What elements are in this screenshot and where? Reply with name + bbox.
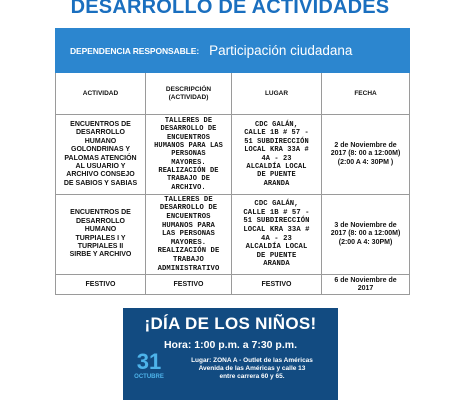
col-header-descripcion — [146, 73, 232, 115]
text-line: DE PUENTE — [257, 171, 296, 180]
banner-title: ¡DÍA DE LOS NIÑOS! — [144, 314, 317, 333]
text-line: CDC GALÁN, — [254, 120, 298, 129]
text-line: HUMANO — [84, 226, 117, 234]
cell-actividad — [56, 115, 146, 195]
responsible-department-row — [56, 29, 410, 73]
text-line: CDC GALÁN, — [254, 199, 299, 208]
cell-festivo-descripcion: FESTIVO — [146, 275, 232, 295]
text-line: HUMANOS PARA LAS — [154, 141, 223, 150]
text-line: AL USUARIO Y — [75, 162, 126, 170]
text-line: DESARROLLO DE — [160, 125, 217, 134]
text-line: TALLERES DE — [164, 195, 213, 204]
table-header-row — [56, 73, 410, 115]
banner-hours: Hora: 1:00 p.m. a 7:30 p.m. — [163, 339, 298, 351]
text-line: PERSONAS — [171, 150, 206, 159]
text-line: TURPIALES II — [77, 242, 124, 250]
col-header-descripcion-line1: DESCRIPCIÓN — [165, 86, 212, 94]
table-row — [56, 195, 410, 275]
cell-festivo-actividad: FESTIVO — [56, 275, 146, 295]
table-row-festivo — [56, 275, 410, 295]
text-line: 4A - 23 — [261, 234, 292, 243]
text-line: 4A - 23 — [261, 154, 292, 163]
text-line: ALCALDÍA LOCAL — [245, 243, 308, 252]
text-line: ENCUENTROS — [166, 212, 211, 221]
activities-table — [55, 28, 410, 295]
text-line: TALLERES DE — [164, 116, 213, 125]
text-line: GOLONDRINAS Y — [71, 146, 130, 154]
text-line: 51 SUBDIRECCIÓN — [244, 137, 309, 146]
text-line: LOCAL KRA 33A # — [244, 146, 309, 155]
col-header-lugar: LUGAR — [232, 73, 322, 115]
text-line: ENCUENTROS — [166, 133, 210, 142]
text-line: REALIZACIÓN DE — [158, 167, 219, 176]
text-line: DE PUENTE — [256, 251, 297, 260]
text-line: ARANDA — [263, 260, 290, 269]
text-line: entre carrera 60 y 65. — [219, 373, 285, 381]
cell-fecha — [322, 115, 410, 195]
cell-festivo-fecha — [322, 275, 410, 295]
text-line: SIRBE Y ARCHIVO — [69, 251, 132, 259]
text-line: 2017 (8: 00 a 12:00M) — [330, 230, 401, 238]
text-line: ARCHIVO. — [171, 183, 206, 192]
text-line: ARCHIVO CONSEJO — [66, 171, 135, 179]
cell-fecha — [322, 195, 410, 275]
banner-month: OCTUBRE — [134, 374, 164, 380]
text-line: DESARROLLO — [76, 217, 125, 225]
banner-place — [169, 357, 335, 381]
table-row — [56, 115, 410, 195]
text-line: 6 de Noviembre de — [334, 276, 397, 284]
cell-descripcion — [146, 195, 232, 275]
text-line: Lugar: ZONA A - Outlet de las Américas — [191, 357, 313, 364]
text-line: LOCAL KRA 33A # — [243, 225, 310, 234]
col-header-actividad: ACTIVIDAD — [56, 73, 146, 115]
banner-day: 31 — [136, 349, 162, 374]
text-line: ENCUENTROS DE — [70, 120, 131, 128]
text-line: 2017 — [357, 284, 374, 292]
text-line: MAYORES. — [171, 158, 206, 167]
text-line: HUMANOS PARA — [162, 221, 215, 230]
text-line: HUMANO — [84, 137, 117, 145]
cell-festivo-lugar: FESTIVO — [232, 275, 322, 295]
text-line: MAYORES. — [170, 238, 207, 247]
text-line: 2 de Noviembre de — [334, 141, 397, 149]
text-line: ENCUENTROS DE — [70, 209, 131, 217]
text-line: ALCALDÍA LOCAL — [246, 162, 307, 171]
cell-lugar — [232, 115, 322, 195]
text-line: TRABAJO DE — [166, 175, 210, 184]
text-line: (2:00 A 4: 30PM) — [338, 238, 393, 246]
text-line: 3 de Noviembre de — [334, 221, 397, 229]
text-line: ARANDA — [263, 179, 290, 188]
department-value: Participación ciudadana — [209, 43, 353, 58]
cell-descripcion — [146, 115, 232, 195]
text-line: REALIZACIÓN DE — [157, 247, 220, 256]
text-line: (2:00 A 4: 30PM ) — [337, 158, 394, 166]
text-line: DESARROLLO — [76, 129, 125, 137]
col-header-fecha: FECHA — [322, 73, 410, 115]
col-header-descripcion-line2: (ACTIVIDAD) — [168, 93, 209, 101]
text-line: Avenida de las Américas y calle 13 — [198, 365, 306, 373]
text-line: 51 SUBDIRECCIÓN — [243, 217, 310, 226]
text-line: DESARROLLO DE — [159, 204, 218, 213]
text-line: LAS PERSONAS — [162, 230, 215, 239]
text-line: PALOMAS ATENCIÓN — [64, 154, 137, 162]
department-label: DEPENDENCIA RESPONSABLE: — [70, 45, 200, 56]
text-line: ADMINISTRATIVO — [157, 264, 220, 273]
text-line: CALLE 1B # 57 - — [243, 208, 310, 217]
cell-lugar — [232, 195, 322, 275]
cell-actividad — [56, 195, 146, 275]
text-line: TRABAJO — [173, 256, 204, 265]
text-line: 2017 (8: 00 a 12:00M) — [330, 150, 401, 158]
text-line: CALLE 1B # 57 - — [244, 129, 309, 138]
event-banner — [123, 308, 338, 400]
page-title: DESARROLLO DE ACTIVIDADES — [70, 0, 390, 18]
text-line: TURPIALES I Y — [75, 234, 126, 242]
text-line: DE SABIOS Y SABIAS — [63, 179, 138, 187]
